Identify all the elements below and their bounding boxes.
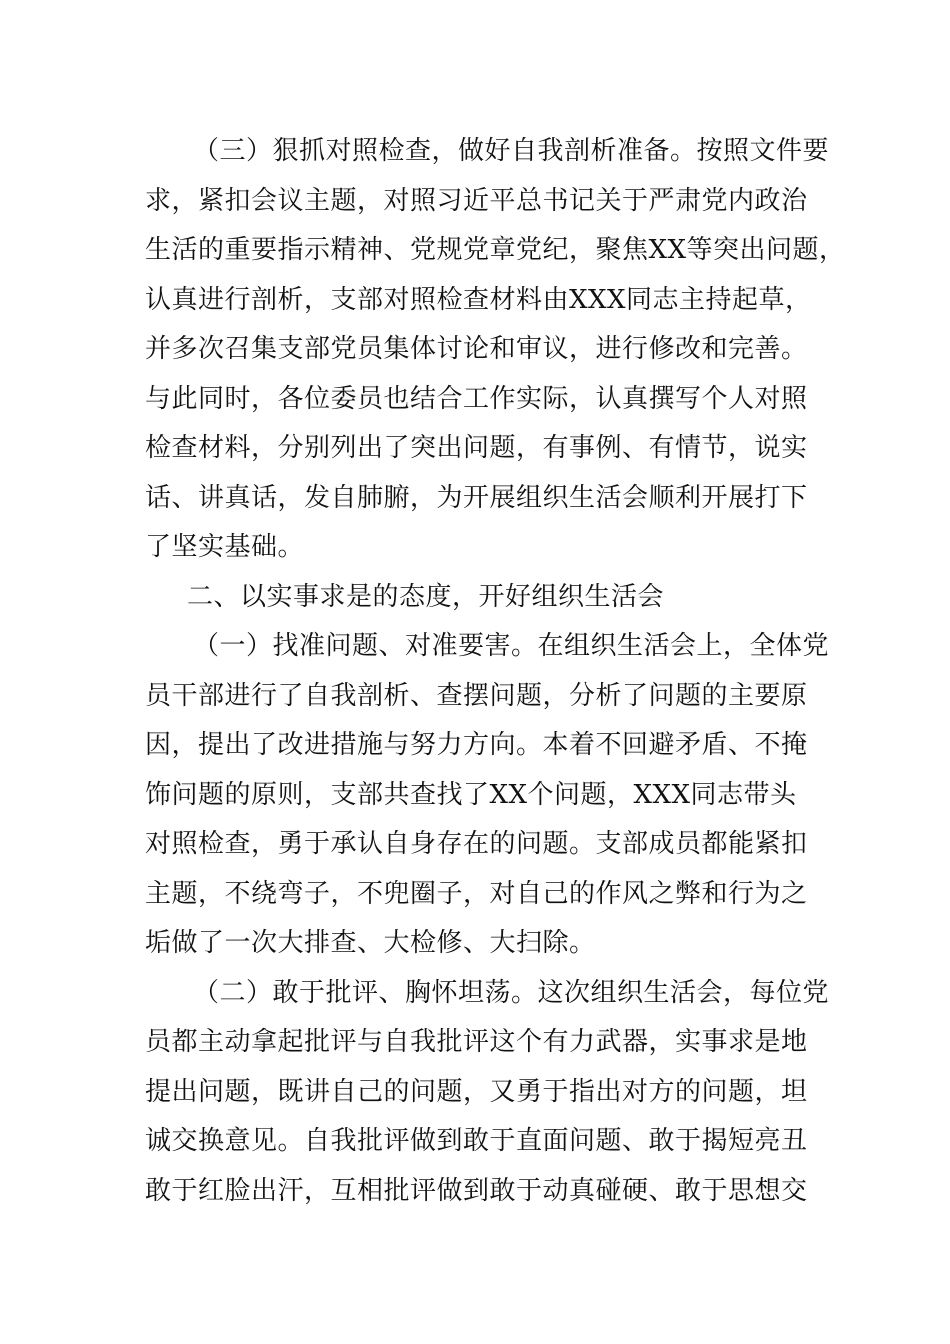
paragraph-3-line-8: 话、讲真话，发自肺腑，为开展组织生活会顺利开展打下 (145, 482, 808, 513)
section-heading-2: 二、以实事求是的态度，开好组织生活会 (187, 581, 665, 612)
paragraph-3-line-6: 与此同时，各位委员也结合工作实际，认真撰写个人对照 (145, 383, 808, 414)
paragraph-3-line-3: 生活的重要指示精神、党规党章党纪，聚焦XX等突出问题， (145, 235, 846, 265)
paragraph-1-line-2: 员干部进行了自我剖析、查摆问题，分析了问题的主要原 (145, 680, 808, 711)
paragraph-1-line-7: 垢做了一次大排查、大检修、大扫除。 (145, 928, 596, 958)
paragraph-3-line-9: 了坚实基础。 (145, 532, 305, 562)
paragraph-2-line-3: 提出问题，既讲自己的问题，又勇于指出对方的问题，坦 (145, 1076, 808, 1107)
paragraph-1-line-3: 因，提出了改进措施与努力方向。本着不回避矛盾、不掩 (145, 730, 808, 760)
paragraph-2-line-2: 员都主动拿起批评与自我批评这个有力武器，实事求是地 (145, 1027, 808, 1057)
paragraph-1-line-1: （一）找准问题、对准要害。在组织生活会上，全体党 (193, 631, 830, 661)
paragraph-1-line-6: 主题，不绕弯子，不兜圈子，对自己的作风之弊和行为之 (145, 878, 808, 909)
paragraph-3-line-5: 并多次召集支部党员集体讨论和审议，进行修改和完善。 (145, 334, 808, 364)
paragraph-1-line-4: 饰问题的原则，支部共查找了XX个问题，XXX同志带头 (145, 779, 797, 810)
paragraph-3-line-1: （三）狠抓对照检查，做好自我剖析准备。按照文件要 (193, 136, 830, 166)
document-body (145, 127, 846, 1216)
paragraph-2-line-1: （二）敢于批评、胸怀坦荡。这次组织生活会，每位党 (193, 977, 830, 1008)
paragraph-2-line-4: 诚交换意见。自我批评做到敢于直面问题、敢于揭短亮丑 (145, 1126, 808, 1156)
paragraph-3-line-4: 认真进行剖析，支部对照检查材料由XXX同志主持起草， (145, 284, 812, 315)
paragraph-3-line-7: 检查材料，分别列出了突出问题，有事例、有情节，说实 (145, 433, 808, 463)
paragraph-3-line-2: 求，紧扣会议主题，对照习近平总书记关于严肃党内政治 (145, 185, 808, 216)
paragraph-1-line-5: 对照检查，勇于承认自身存在的问题。支部成员都能紧扣 (145, 829, 808, 859)
paragraph-2-line-5: 敢于红脸出汗，互相批评做到敢于动真碰硬、敢于思想交 (145, 1175, 808, 1206)
